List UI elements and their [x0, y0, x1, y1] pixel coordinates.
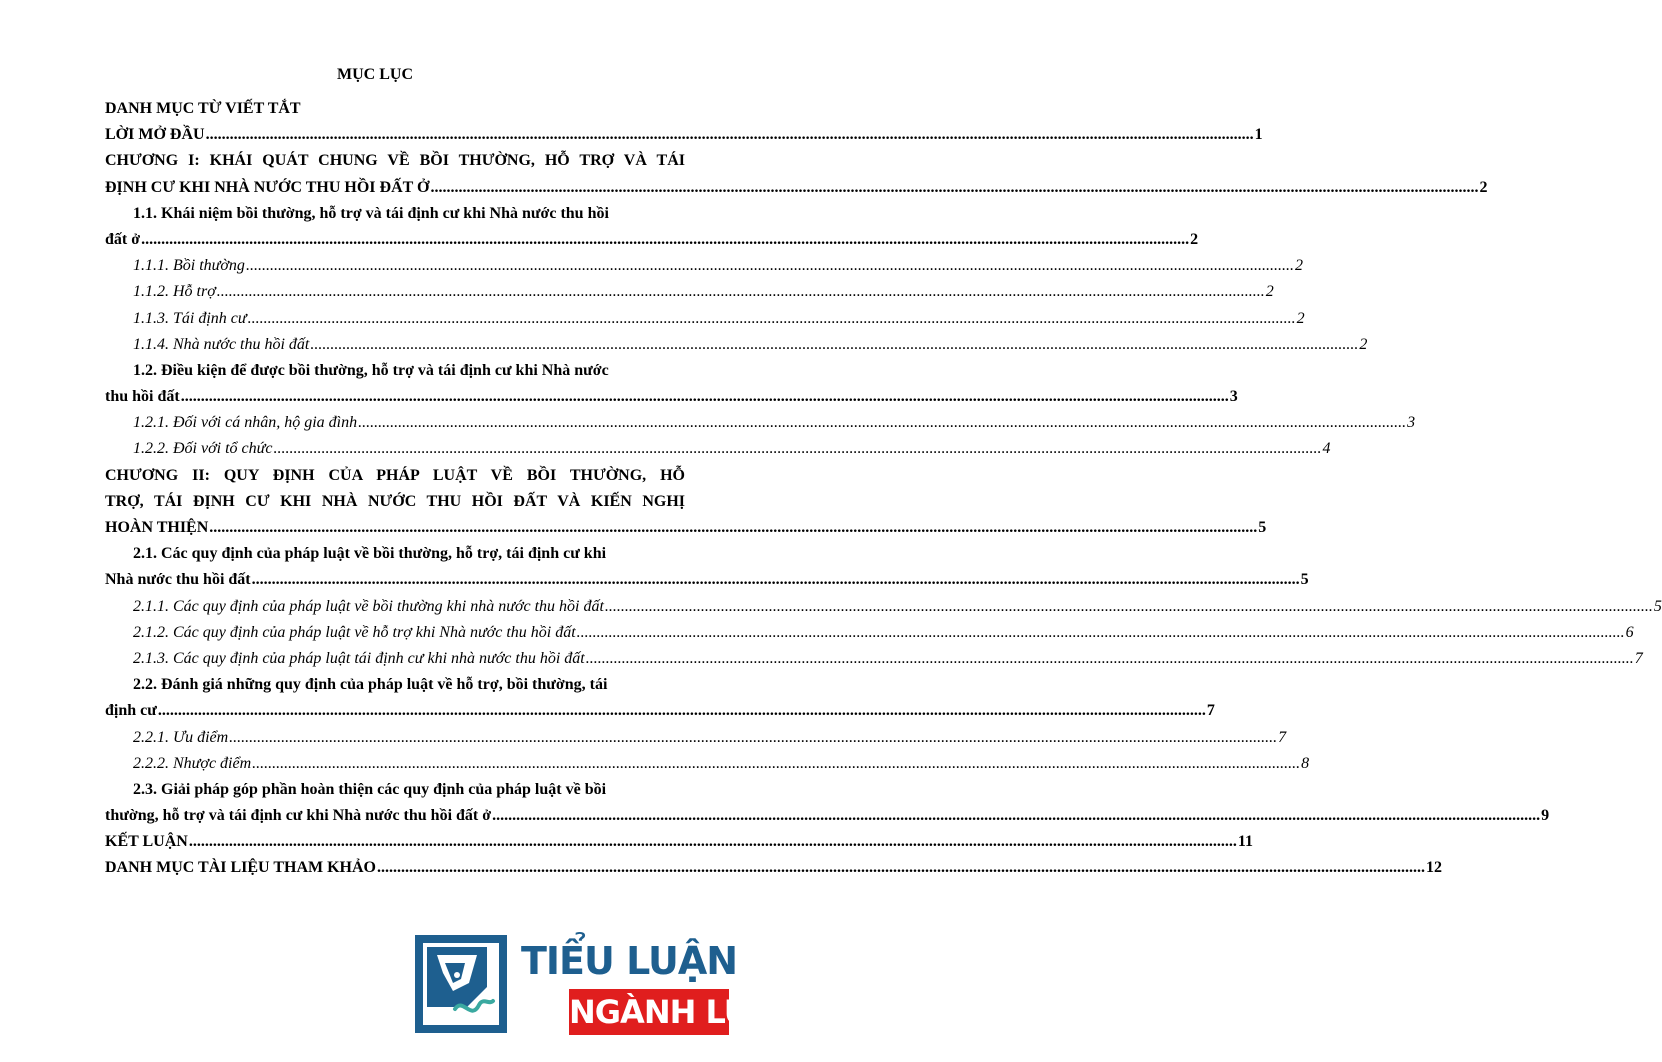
toc-chapter-1-line-2[interactable]	[105, 175, 1488, 201]
logo-red-box	[569, 989, 794, 1035]
toc-page: 5	[1653, 597, 1662, 615]
leader-dots	[181, 384, 1229, 410]
leader-dots	[229, 725, 1277, 751]
toc-label: DANH MỤC TỪ VIẾT TẮT	[105, 100, 301, 117]
page-title: MỤC LỤC	[337, 66, 413, 83]
leader-dots	[248, 306, 1296, 332]
toc-page: 7	[1278, 728, 1287, 746]
toc-section-2-2-line-2[interactable]	[105, 698, 1215, 724]
toc-label: 1.2.2. Đối với tổ chức	[133, 440, 273, 458]
toc-label: 2.1.1. Các quy định của pháp luật về bồi thường khi nhà nước thu hồi đất	[133, 597, 604, 615]
toc-label: 1.1.2. Hỗ trợ	[133, 283, 216, 301]
toc-chapter-2-line-2[interactable]	[105, 489, 685, 515]
toc-label: CHƯƠNG I: KHÁI QUÁT CHUNG VỀ BỒI THƯỜNG, HỖ TRỢ VÀ TÁI	[105, 152, 685, 170]
leader-dots	[492, 803, 1540, 829]
toc-section-2-2-line-1[interactable]	[105, 672, 685, 698]
toc-section-1-1-line-2[interactable]	[105, 227, 1199, 253]
toc-label: 1.1.4. Nhà nước thu hồi đất	[133, 335, 310, 353]
toc-label: 2.2.1. Ưu điểm	[133, 728, 229, 746]
toc-section-2-3-line-2[interactable]	[105, 803, 1550, 829]
toc-section-1-2-line-2[interactable]	[105, 384, 1238, 410]
toc-section-1-1-line-1[interactable]	[105, 201, 685, 227]
toc-label: KẾT LUẬN	[105, 833, 188, 851]
toc-label: 1.2. Điều kiện để được bồi thường, hỗ trợ và tái định cư khi Nhà nước	[133, 361, 609, 379]
toc-label: thường, hỗ trợ và tái định cư khi Nhà nước thu hồi đất ở	[105, 807, 492, 825]
toc-label: 1.1.1. Bồi thường	[133, 257, 245, 275]
toc-page: 1	[1254, 126, 1263, 144]
logo-text-nganh-luat: NGÀNH LUẬT	[569, 993, 794, 1031]
toc-page: 7	[1634, 649, 1643, 667]
leader-dots	[310, 332, 1358, 358]
toc-label: 2.2. Đánh giá những quy định của pháp luật về hỗ trợ, bồi thường, tái	[133, 676, 608, 694]
toc-chapter-2-line-1[interactable]	[105, 463, 685, 489]
toc-page: 4	[1322, 440, 1331, 458]
leader-dots	[586, 646, 1634, 672]
toc-label: 2.1. Các quy định của pháp luật về bồi thường, hỗ trợ, tái định cư khi	[133, 545, 607, 563]
toc-subsection-1-1-4[interactable]	[105, 332, 1368, 358]
toc-entry-references[interactable]	[105, 855, 1442, 881]
toc-page: 2	[1296, 309, 1305, 327]
leader-dots	[273, 436, 1321, 462]
toc-label: 2.1.3. Các quy định của pháp luật tái định cư khi nhà nước thu hồi đất	[133, 649, 585, 667]
toc-label: Nhà nước thu hồi đất	[105, 571, 251, 589]
leader-dots	[158, 698, 1206, 724]
leader-dots	[189, 829, 1237, 855]
toc-page: 8	[1301, 754, 1310, 772]
toc-page: 2	[1190, 230, 1199, 248]
logo-text-tieu-luan: TIỂU LUẬN	[521, 939, 738, 983]
toc-label: LỜI MỞ ĐẦU	[105, 126, 205, 144]
toc-label: 1.1.3. Tái định cư	[133, 309, 247, 327]
toc-label: định cư	[105, 702, 157, 720]
toc-label: 2.3. Giải pháp góp phần hoàn thiện các quy định của pháp luật về bồi	[133, 780, 607, 798]
toc-chapter-2-line-3[interactable]	[105, 515, 1267, 541]
toc-page: 6	[1625, 623, 1634, 641]
toc-subsection-2-2-2[interactable]	[105, 751, 1310, 777]
toc-subsection-2-1-3[interactable]	[105, 646, 1643, 672]
toc-label: 2.2.2. Nhược điểm	[133, 754, 252, 772]
leader-dots	[206, 122, 1254, 148]
leader-dots	[605, 594, 1653, 620]
pen-nib-icon	[413, 933, 509, 1035]
leader-dots	[217, 279, 1265, 305]
toc-label: 2.1.2. Các quy định của pháp luật về hỗ trợ khi Nhà nước thu hồi đất	[133, 623, 576, 641]
leader-dots	[430, 175, 1478, 201]
toc-subsection-1-1-3[interactable]	[105, 306, 1305, 332]
toc-label: TRỢ, TÁI ĐỊNH CƯ KHI NHÀ NƯỚC THU HỒI ĐẤT VÀ KIẾN NGHỊ	[105, 492, 685, 510]
toc-subsection-2-1-1[interactable]	[105, 594, 1662, 620]
toc-subsection-1-2-1[interactable]	[105, 410, 1416, 436]
toc-subsection-1-2-2[interactable]	[105, 436, 1331, 462]
toc-page: 2	[1359, 335, 1368, 353]
leader-dots	[377, 855, 1425, 881]
toc-page: 2	[1479, 178, 1488, 196]
table-of-contents	[105, 96, 1662, 882]
toc-label: 1.2.1. Đối với cá nhân, hộ gia đình	[133, 414, 358, 432]
leader-dots	[358, 410, 1406, 436]
toc-page: 12	[1425, 859, 1442, 877]
leader-dots	[141, 227, 1189, 253]
toc-label: 1.1. Khái niệm bồi thường, hỗ trợ và tái định cư khi Nhà nước thu hồi	[133, 204, 609, 222]
toc-subsection-1-1-1[interactable]	[105, 253, 1303, 279]
toc-label: CHƯƠNG II: QUY ĐỊNH CỦA PHÁP LUẬT VỀ BỒI THƯỜNG, HỖ	[105, 466, 685, 484]
toc-section-2-3-line-1[interactable]	[105, 777, 685, 803]
toc-label: ĐỊNH CƯ KHI NHÀ NƯỚC THU HỒI ĐẤT Ở	[105, 178, 430, 196]
toc-label: DANH MỤC TÀI LIỆU THAM KHẢO	[105, 859, 376, 877]
toc-heading-abbreviations[interactable]	[105, 96, 685, 122]
leader-dots	[209, 515, 1257, 541]
leader-dots	[577, 620, 1625, 646]
toc-chapter-1-line-1[interactable]	[105, 148, 685, 174]
toc-entry-introduction[interactable]	[105, 122, 1263, 148]
toc-label: đất ở	[105, 230, 141, 248]
toc-page: 3	[1229, 388, 1238, 406]
toc-subsection-2-1-2[interactable]	[105, 620, 1634, 646]
toc-page: 9	[1541, 807, 1550, 825]
leader-dots	[252, 751, 1300, 777]
toc-section-2-1-line-1[interactable]	[105, 541, 685, 567]
leader-dots	[246, 253, 1294, 279]
toc-page: 2	[1265, 283, 1274, 301]
toc-subsection-1-1-2[interactable]	[105, 279, 1274, 305]
toc-subsection-2-2-1[interactable]	[105, 725, 1287, 751]
toc-section-1-2-line-1[interactable]	[105, 358, 685, 384]
toc-page: 5	[1258, 519, 1267, 536]
toc-page: 7	[1206, 702, 1215, 720]
toc-page: 5	[1300, 571, 1309, 589]
toc-page: 2	[1294, 257, 1303, 275]
toc-entry-conclusion[interactable]	[105, 829, 1253, 855]
brand-logo	[413, 933, 794, 1037]
toc-section-2-1-line-2[interactable]	[105, 567, 1309, 593]
leader-dots	[252, 567, 1300, 593]
toc-page: 11	[1237, 833, 1253, 851]
toc-label: HOÀN THIỆN	[105, 519, 209, 536]
toc-page: 3	[1407, 414, 1416, 432]
toc-label: thu hồi đất	[105, 388, 180, 406]
